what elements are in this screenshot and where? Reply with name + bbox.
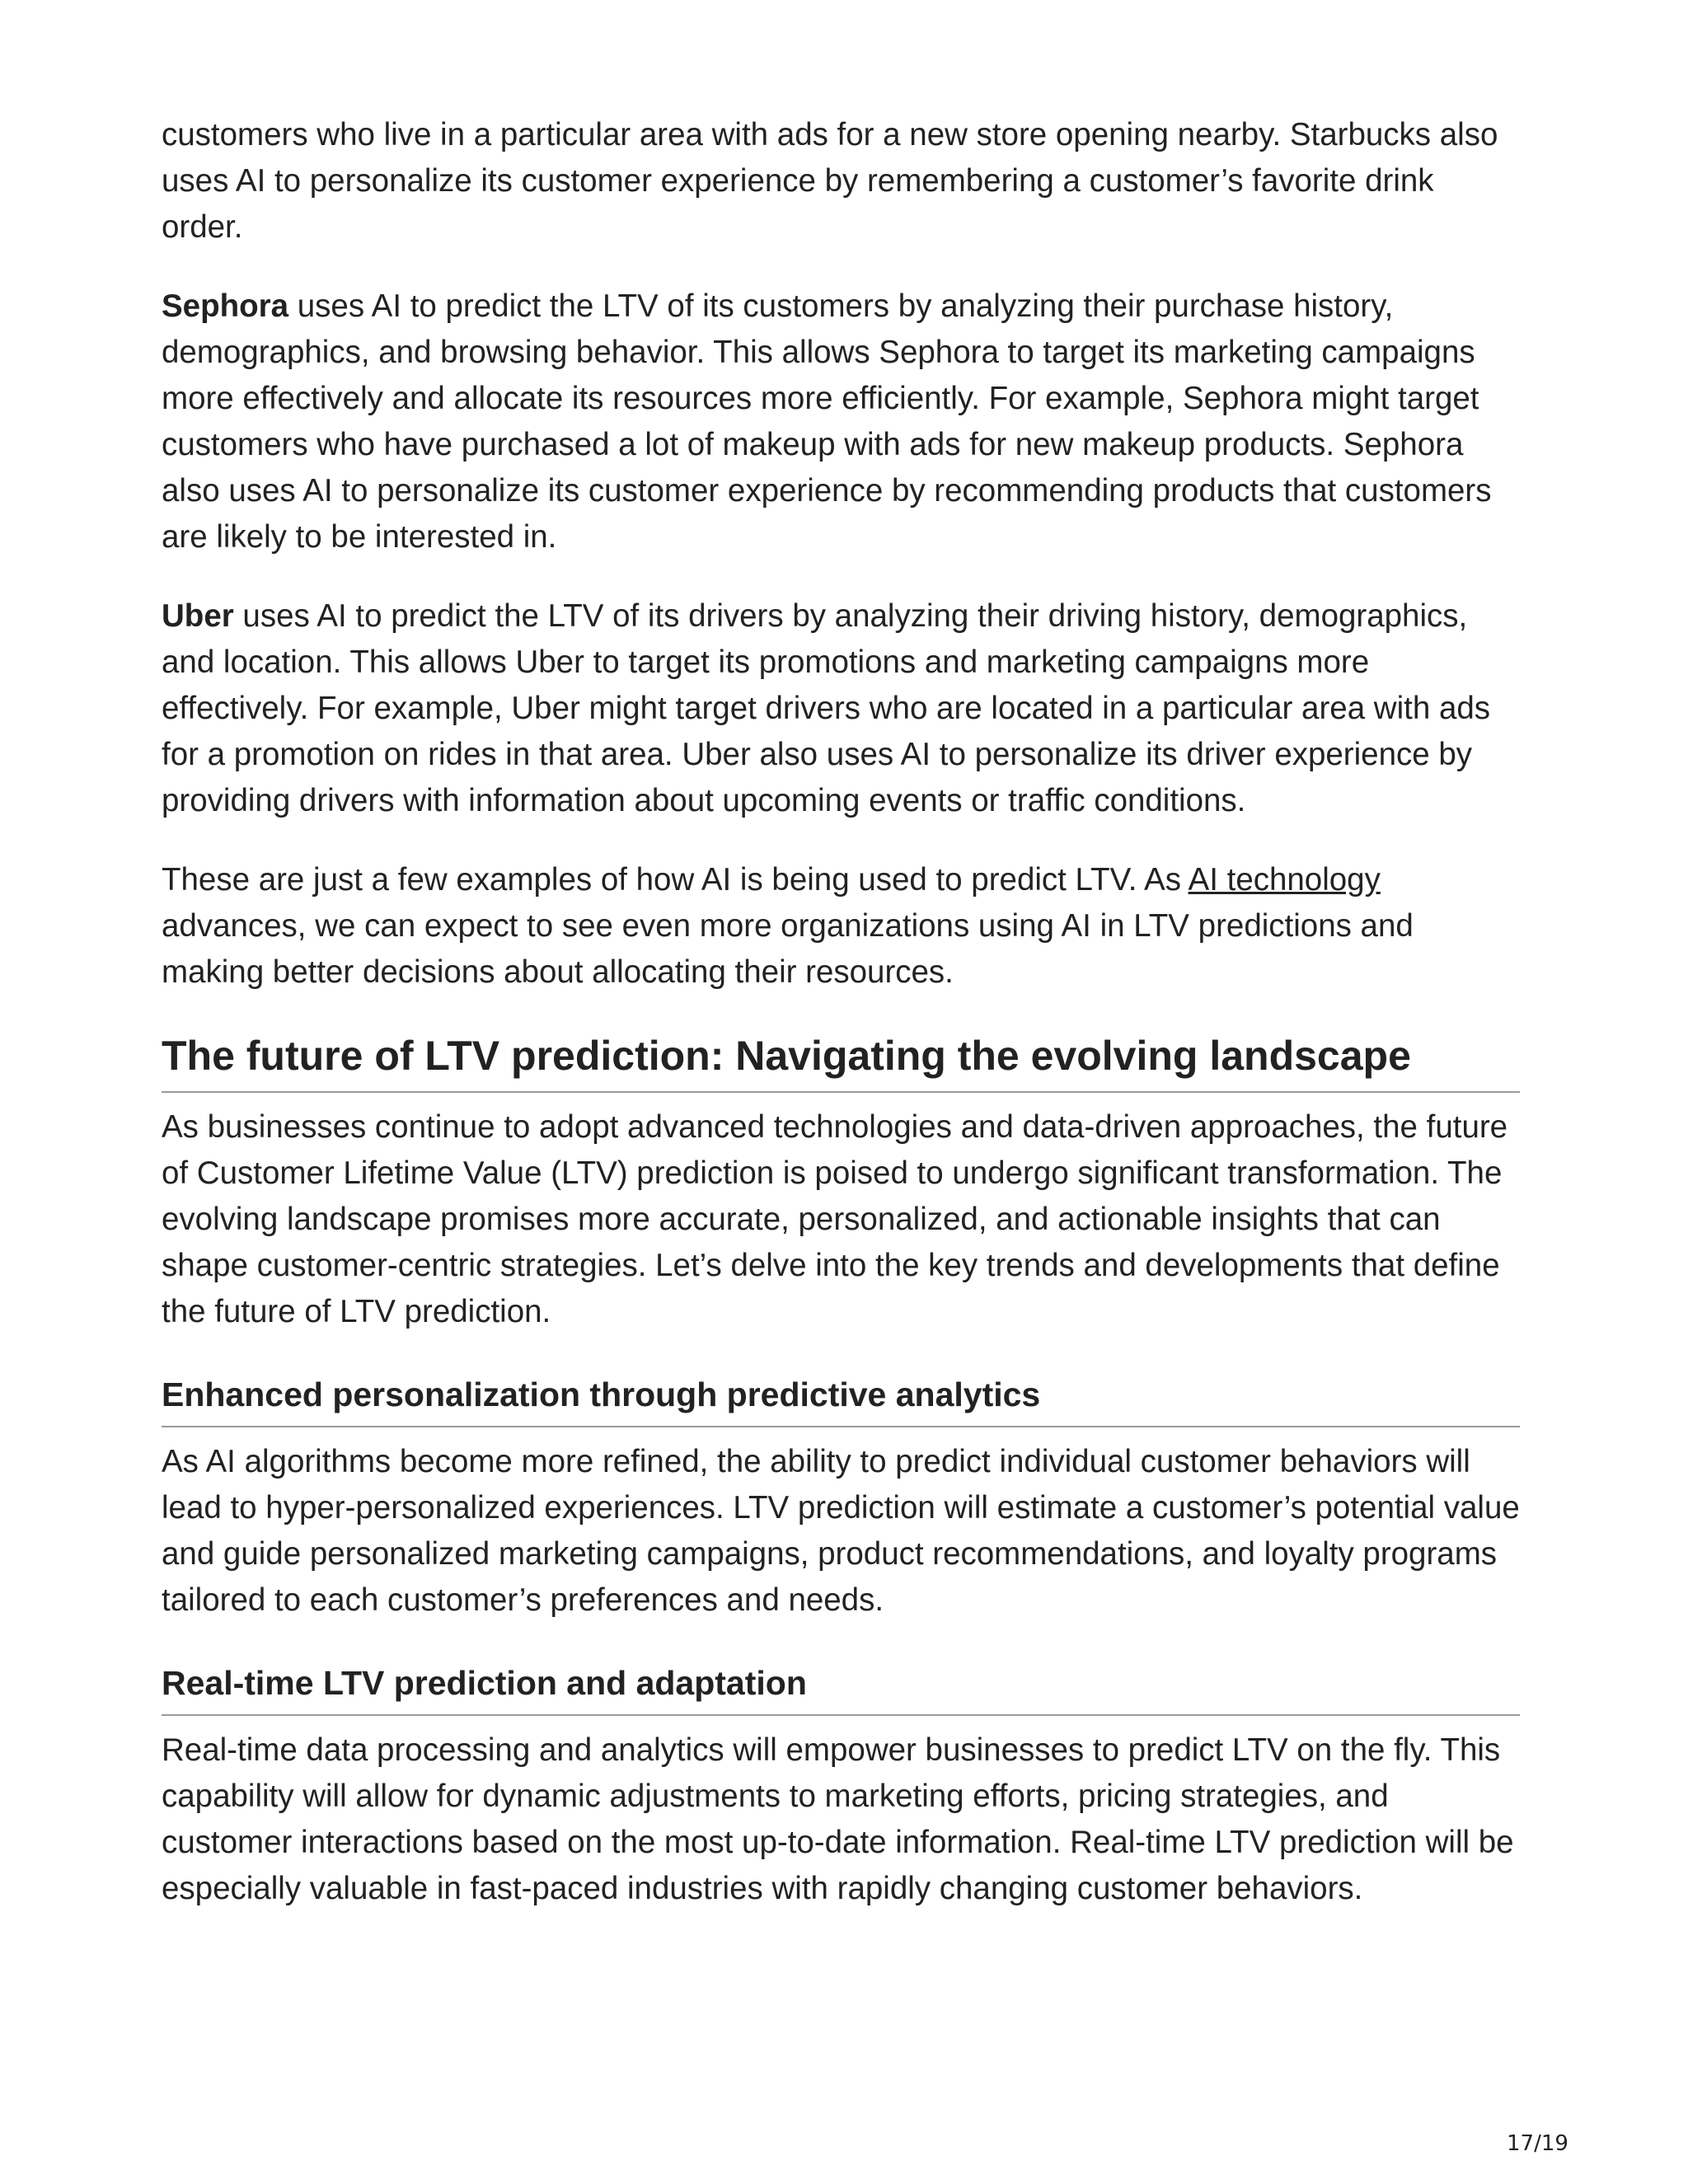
uber-label: Uber (162, 598, 234, 634)
summary-text-before-link: These are just a few examples of how AI is being used to predict LTV. As (162, 862, 1189, 898)
paragraph-personalization: As AI algorithms become more refined, the ability to predict individual customer behaviors will lead to hyper-personalized experiences. LTV prediction will estimate a customer’s potential value and guide personalized marketing campaigns, product recommendations, and loyalty programs tailored to each customer’s preferences and needs. (162, 1444, 1520, 1618)
heading-real-time-prediction: Real-time LTV prediction and adaptation (162, 1660, 1520, 1716)
page-number: 17/19 (1507, 2131, 1568, 2156)
paragraph-real-time: Real-time data processing and analytics will empower businesses to predict LTV on the fly. This capability will allow for dynamic adjustments to marketing efforts, pricing strategies, and customer interactions based on the most up-to-date information. Real-time LTV prediction will be especially valuable in fast-paced industries with rapidly changing customer behaviors. (162, 1732, 1514, 1906)
heading-enhanced-personalization: Enhanced personalization through predictive analytics (162, 1371, 1520, 1427)
paragraph-starbucks-continued: customers who live in a particular area with ads for a new store opening nearby. Starbucks also uses AI to personalize its customer experience by remembering a customer’s favorite drink order. (162, 117, 1498, 245)
ai-technology-link[interactable]: AI technology (1188, 862, 1381, 898)
paragraph-examples-summary (162, 857, 1520, 996)
sephora-text: uses AI to predict the LTV of its customers by analyzing their purchase history, demographics, and browsing behavior. This allows Sephora to target its marketing campaigns more effectively and allocate its resources more efficiently. For example, Sephora might target customers who have purchased a lot of makeup with ads for new makeup products. Sephora also uses AI to personalize its customer experience by recommending products that customers are likely to be interested in. (162, 288, 1492, 555)
paragraph-future-intro: As businesses continue to adopt advanced technologies and data-driven approaches, the future of Customer Lifetime Value (LTV) prediction is poised to undergo significant transformation. The evolving landscape promises more accurate, personalized, and actionable insights that can shape customer-centric strategies. Let’s delve into the key trends and developments that define the future of LTV prediction. (162, 1109, 1508, 1329)
summary-text-after-link: advances, we can expect to see even more organizations using AI in LTV predictions and making better decisions about allocating their resources. (162, 908, 1414, 990)
sephora-label: Sephora (162, 288, 289, 324)
heading-future-of-ltv: The future of LTV prediction: Navigating the evolving landscape (162, 1029, 1520, 1093)
article-body (162, 112, 1520, 1912)
paragraph-sephora (162, 284, 1520, 560)
paragraph-uber (162, 593, 1520, 824)
uber-text: uses AI to predict the LTV of its drivers by analyzing their driving history, demographics, and location. This allows Uber to target its promotions and marketing campaigns more effectively. For example, Uber might target drivers who are located in a particular area with ads for a promotion on rides in that area. Uber also uses AI to personalize its driver experience by providing drivers with information about upcoming events or traffic conditions. (162, 598, 1491, 818)
